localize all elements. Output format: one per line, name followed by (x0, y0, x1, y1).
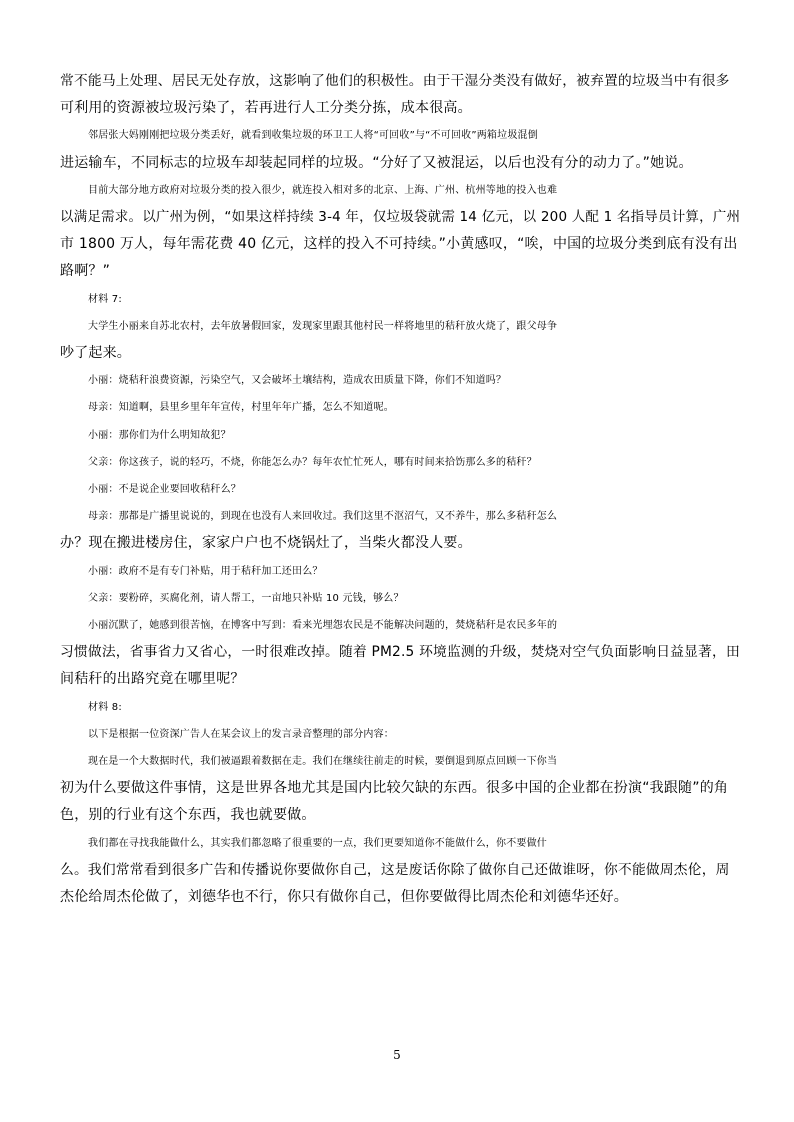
paragraph (60, 585, 740, 612)
paragraph (60, 558, 740, 585)
text-line: 小丽：那你们为什么明知故犯？ (88, 429, 231, 441)
text-line: 以下是根据一位资深广告人在某会议上的发言录音整理的部分内容： (88, 728, 394, 740)
text-line: 父亲：你这孩子，说的轻巧，不烧，你能怎么办？每年农忙忙死人，哪有时间来拾饬那么多的秸秆？ (88, 456, 537, 468)
paragraph (60, 394, 740, 421)
text-line: 以满足需求。以广州为例，“如果这样持续 3-4 年，仅垃圾袋就需 14 亿元，以 200 人配 1 名指导员计算，广州 (60, 209, 741, 226)
paragraph (60, 612, 740, 694)
text-line: 习惯做法，省事省力又省心，一时很难改掉。随着 PM2.5 环境监测的升级，焚烧对空气负面影响日益显著，田 (60, 644, 740, 661)
text-line: 材料 7: (88, 293, 122, 305)
paragraph (60, 68, 740, 122)
text-line: 材料 8: (88, 701, 122, 713)
text-line: 间秸秆的出路究竟在哪里呢？ (60, 671, 245, 688)
text-line: 目前大部分地方政府对垃圾分类的投入很少，就连投入相对多的北京、上海、广州、杭州等地的投入也难 (88, 184, 558, 196)
paragraph (60, 748, 740, 830)
text-line: 小丽：不是说企业要回收秸秆么？ (88, 484, 241, 496)
text-line: 吵了起来。 (60, 345, 131, 362)
paragraph (60, 313, 740, 367)
text-line: 进运输车，不同标志的垃圾车却装起同样的垃圾。“分好了又被混运，以后也没有分的动力了。”她说。 (60, 154, 693, 171)
paragraph (60, 422, 740, 449)
text-line: 现在是一个大数据时代，我们被逼跟着数据在走。我们在继续往前走的时候，要倒退到原点回顾一下你当 (88, 756, 558, 768)
paragraph (60, 721, 740, 748)
text-line: 我们都在寻找我能做什么，其实我们都忽略了很重要的一点，我们更要知道你不能做什么，你不要做什 (88, 837, 547, 849)
paragraph (60, 503, 740, 557)
text-line: 母亲：知道啊，县里乡里年年宣传，村里年年广播，怎么不知道呢。 (88, 402, 394, 414)
text-line: 大学生小丽来自苏北农村，去年放暑假回家，发现家里跟其他村民一样将地里的秸秆放火烧了，跟父母争 (88, 320, 558, 332)
paragraph (60, 122, 740, 176)
text-line: 杰伦给周杰伦做了，刘德华也不行，你只有做你自己，但你要做得比周杰伦和刘德华还好。 (60, 889, 628, 906)
paragraph (60, 694, 740, 721)
text-line: 可利用的资源被垃圾污染了，若再进行人工分类分拣，成本很高。 (60, 100, 472, 117)
document-body (60, 68, 740, 911)
paragraph (60, 177, 740, 286)
paragraph (60, 449, 740, 476)
text-line: 市 1800 万人，每年需花费 40 亿元，这样的投入不可持续。”小黄感叹，“唉，中国的垃圾分类到底有没有出 (60, 236, 738, 253)
text-line: 邻居张大妈刚刚把垃圾分类丢好，就看到收集垃圾的环卫工人将“可回收”与“不可回收”两箱垃圾混倒 (88, 130, 538, 142)
text-line: 路啊？” (60, 263, 111, 280)
text-line: 小丽：烧秸秆浪费资源，污染空气，又会破坏土壤结构，造成农田质量下降，你们不知道吗？ (88, 375, 507, 387)
text-line: 小丽：政府不是有专门补贴，用于秸秆加工还田么？ (88, 565, 323, 577)
text-line: 么。我们常常看到很多广告和传播说你要做你自己，这是废话你除了做你自己还做谁呀，你不能做周杰伦，周 (60, 861, 730, 878)
text-line: 办？现在搬进楼房住，家家户户也不烧锅灶了，当柴火都没人要。 (60, 535, 472, 552)
paragraph (60, 476, 740, 503)
text-line: 常不能马上处理、居民无处存放，这影响了他们的积极性。由于干湿分类没有做好，被弃置的垃圾当中有很多 (60, 73, 730, 89)
paragraph (60, 367, 740, 394)
text-line: 小丽沉默了，她感到很苦恼，在博客中写到：看来光埋怨农民是不能解决问题的，焚烧秸秆是农民多年的 (88, 620, 558, 632)
text-line: 父亲：要粉碎，买腐化剂，请人帮工，一亩地只补贴 10 元钱，够么？ (88, 592, 404, 604)
paragraph (60, 830, 740, 912)
paragraph (60, 286, 740, 313)
text-line: 色，别的行业有这个东西，我也就要做。 (60, 807, 316, 824)
text-line: 母亲：那都是广播里说说的，到现在也没有人来回收过。我们这里不沤沼气，又不养牛，那么多秸秆怎么 (88, 511, 558, 523)
text-line: 初为什么要做这件事情，这是世界各地尤其是国内比较欠缺的东西。很多中国的企业都在扮演“我跟随”的角 (60, 780, 729, 797)
page-number: 5 (393, 1048, 401, 1062)
